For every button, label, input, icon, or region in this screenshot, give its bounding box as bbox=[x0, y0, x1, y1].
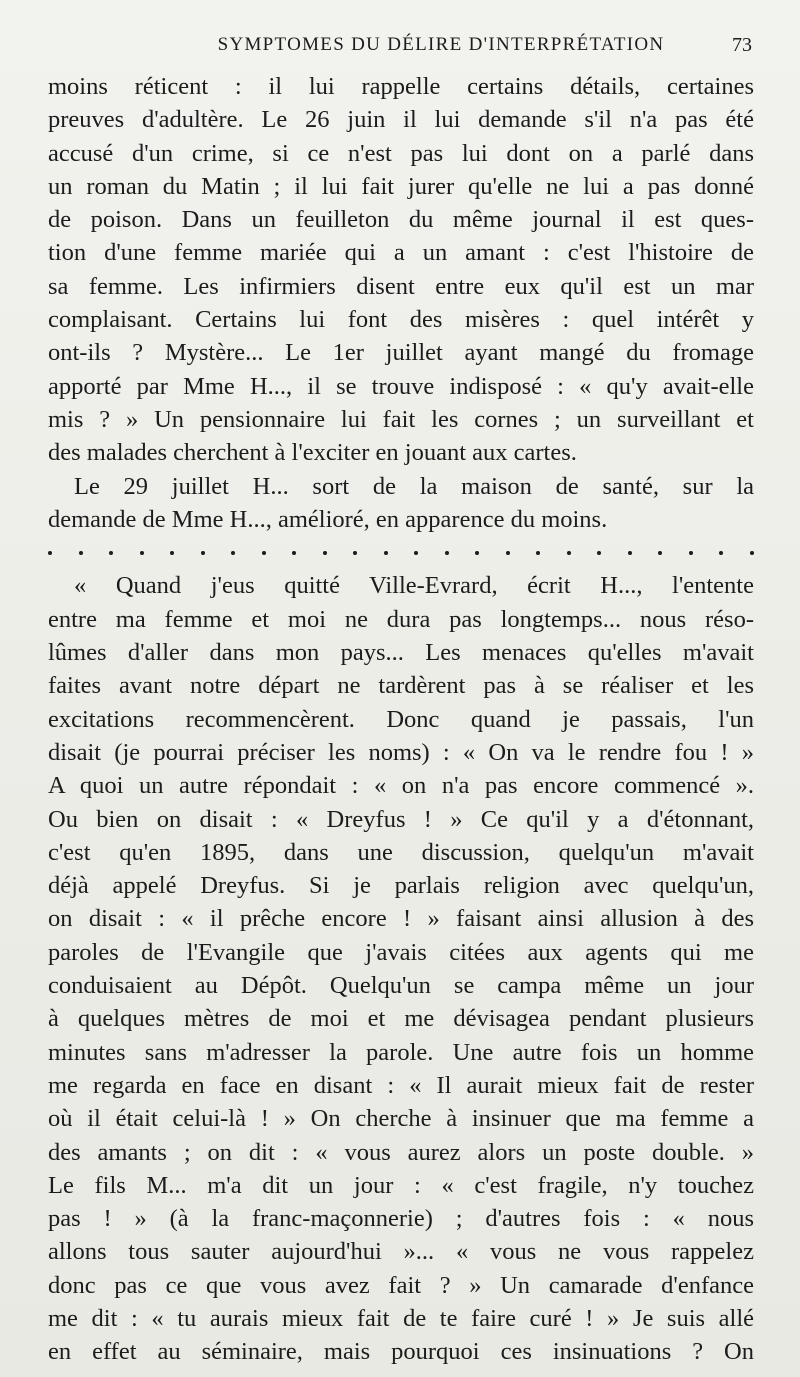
text-line: me dit : « tu aurais mieux fait de te faire curé ! » Je suis allé bbox=[48, 1304, 754, 1332]
text-line: lûmes d'aller dans mon pays... Les menaces qu'elles m'avait bbox=[48, 639, 754, 667]
paragraph bbox=[48, 470, 754, 537]
text-line: allons tous sauter aujourd'hui »... « vous ne vous rappelez bbox=[48, 1238, 754, 1266]
text-line: accusé d'un crime, si ce n'est pas lui dont on a parlé dans bbox=[48, 139, 754, 167]
text-line: me regarda en face en disant : « Il aurait mieux fait de rester bbox=[48, 1071, 754, 1099]
text-line: on disait : « il prêche encore ! » faisant ainsi allusion à des bbox=[48, 905, 754, 933]
page-number: 73 bbox=[732, 34, 752, 56]
text-line: demande de Mme H..., amélioré, en apparence du moins. bbox=[48, 505, 608, 533]
text-line: où il était celui-là ! » On cherche à insinuer que ma femme a bbox=[48, 1105, 754, 1133]
body-text bbox=[48, 70, 754, 1369]
text-line: paroles de l'Evangile que j'avais citées aux agents qui me bbox=[48, 938, 754, 966]
text-line: excitations recommencèrent. Donc quand je passais, l'un bbox=[48, 705, 754, 733]
paragraph bbox=[48, 70, 754, 470]
text-line: minutes sans m'adresser la parole. Une autre fois un homme bbox=[48, 1038, 754, 1066]
text-line: entre ma femme et moi ne dura pas longtemps... nous réso- bbox=[48, 605, 754, 633]
text-line: Le 29 juillet H... sort de la maison de santé, sur la bbox=[74, 472, 754, 500]
text-line: c'est qu'en 1895, dans une discussion, quelqu'un m'avait bbox=[48, 838, 754, 866]
text-line: A quoi un autre répondait : « on n'a pas encore commencé ». bbox=[48, 772, 754, 800]
text-line: déjà appelé Dreyfus. Si je parlais religion avec quelqu'un, bbox=[48, 872, 754, 900]
text-line: sa femme. Les infirmiers disent entre eux qu'il est un mar bbox=[48, 272, 754, 300]
text-line: faites avant notre départ ne tardèrent pas à se réaliser et les bbox=[48, 672, 754, 700]
text-line: Le fils M... m'a dit un jour : « c'est fragile, n'y touchez bbox=[48, 1171, 754, 1199]
text-line: un roman du Matin ; il lui fait jurer qu'elle ne lui a pas donné bbox=[48, 172, 754, 200]
text-line: apporté par Mme H..., il se trouve indisposé : « qu'y avait-elle bbox=[48, 372, 754, 400]
text-line: conduisaient au Dépôt. Quelqu'un se campa même un jour bbox=[48, 972, 754, 1000]
running-title: SYMPTOMES DU DÉLIRE D'INTERPRÉTATION bbox=[217, 34, 665, 55]
text-line: « Quand j'eus quitté Ville-Evrard, écrit H..., l'entente bbox=[74, 572, 754, 600]
text-line: moins réticent : il lui rappelle certains détails, certaines bbox=[48, 73, 754, 100]
text-line: en effet au séminaire, mais pourquoi ces insinuations ? On bbox=[48, 1338, 754, 1366]
text-line: donc pas ce que vous avez fait ? » Un camarade d'enfance bbox=[48, 1271, 754, 1299]
text-line: à quelques mètres de moi et me dévisagea pendant plusieurs bbox=[48, 1005, 754, 1033]
running-header bbox=[48, 34, 754, 70]
paragraph bbox=[48, 569, 754, 1368]
text-line: preuves d'adultère. Le 26 juin il lui demande s'il n'a pas été bbox=[48, 106, 754, 134]
text-line: tion d'une femme mariée qui a un amant : c'est l'histoire de bbox=[48, 239, 754, 267]
ellipsis-separator bbox=[48, 536, 754, 569]
text-line: Ou bien on disait : « Dreyfus ! » Ce qu'il y a d'étonnant, bbox=[48, 805, 754, 833]
text-line: des malades cherchent à l'exciter en jouant aux cartes. bbox=[48, 439, 577, 467]
text-line: ont-ils ? Mystère... Le 1er juillet ayant mangé du fromage bbox=[48, 339, 754, 367]
text-line: mis ? » Un pensionnaire lui fait les cornes ; un surveillant et bbox=[48, 405, 754, 433]
text-line: de poison. Dans un feuilleton du même journal il est ques- bbox=[48, 206, 754, 234]
text-line: pas ! » (à la franc-maçonnerie) ; d'autres fois : « nous bbox=[48, 1205, 754, 1233]
text-line: disait (je pourrai préciser les noms) : « On va le rendre fou ! » bbox=[48, 738, 754, 766]
text-line: des amants ; on dit : « vous aurez alors un poste double. » bbox=[48, 1138, 754, 1166]
text-line: complaisant. Certains lui font des misères : quel intérêt y bbox=[48, 306, 754, 334]
